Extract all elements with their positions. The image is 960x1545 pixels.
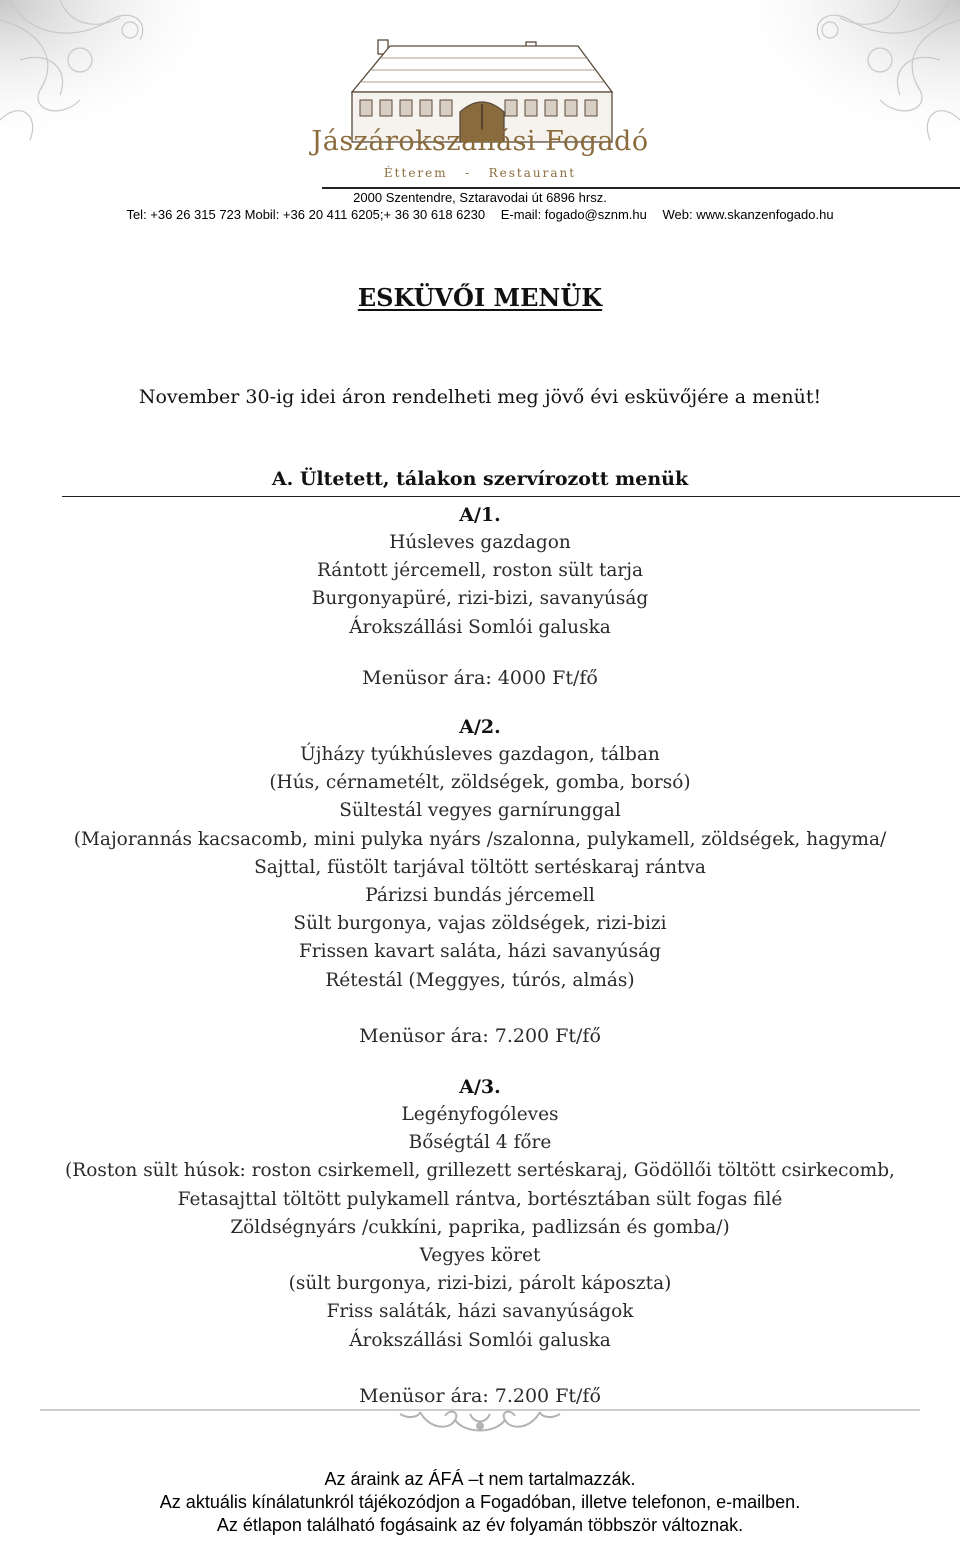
menu-a3 [0,1073,960,1410]
contact-line [0,206,960,223]
menu-item: Sültestál vegyes garnírunggal [339,800,621,822]
menu-price: Menüsor ára: 7.200 Ft/fő [359,1384,601,1407]
footer-info-note: Az aktuális kínálatunkról tájékozódjon a Fogadóban, illetve telefonon, e-mailben. [159,1492,801,1512]
menu-code: A/2. [459,716,501,738]
menu-item: Újházy tyúkhúsleves gazdagon, tálban [300,744,660,765]
menu-item: Párizsi bundás jércemell [365,885,595,907]
footer [0,1468,960,1537]
menu-price: Menüsor ára: 4000 Ft/fő [362,666,598,689]
brand-name: Jászárokszállási Fogadó [311,126,649,157]
menu-item: (Roston sült húsok: roston csirkemell, grillezett sertéskaraj, Gödöllői töltött csirkecomb, [65,1160,895,1182]
email-link[interactable]: E-mail: fogado@sznm.hu [500,207,647,222]
menu-code: A/1. [459,504,501,526]
brand-subtitle: Étterem - Restaurant [383,166,577,180]
menu-item: (sült burgonya, rizi-bizi, párolt káposzta) [288,1273,672,1295]
menu-item: Árokszállási Somlói galuska [349,1329,611,1351]
section-divider [62,496,960,497]
menu-item: Frissen kavart saláta, házi savanyúság [298,941,662,963]
brand-sub-right: Restaurant [488,166,577,180]
menu-item: Sült burgonya, vajas zöldségek, rizi-bizi [293,913,667,935]
menu-item: Friss saláták, házi savanyúságok [326,1301,634,1323]
menu-item: Burgonyapüré, rizi-bizi, savanyúság [311,588,649,610]
menu-item: Sajttal, füstölt tarjával töltött sertéskaraj rántva [254,856,706,878]
intro-text: November 30-ig idei áron rendelheti meg jövő évi esküvőjére a menüt! [138,386,822,408]
menu-item: Húsleves gazdagon [389,532,571,553]
menu-item: Rétestál (Meggyes, túrós, almás) [325,969,635,991]
menu-a1 [0,501,960,692]
web-link[interactable]: Web: www.skanzenfogado.hu [662,207,834,222]
scroll-divider-icon [40,1404,920,1440]
brand-sub-left: Étterem [383,166,448,180]
menu-item: Fetasajttal töltött pulykamell rántva, bortésztában sült fogas filé [177,1188,783,1210]
inn-building-logo-icon [330,20,630,190]
menu-price: Menüsor ára: 7.200 Ft/fő [359,1024,601,1047]
menu-item: Árokszállási Somlói galuska [349,616,611,638]
floral-corner-right-icon [720,0,960,150]
page-title: ESKÜVŐI MENÜK [357,283,603,312]
floral-corner-left-icon [0,0,240,150]
menu-a2 [0,713,960,1050]
menu-item: Bőségtál 4 főre [408,1132,552,1154]
menu-item: (Majorannás kacsacomb, mini pulyka nyárs /szalonna, pulykamell, zöldségek, hagyma/ [73,828,887,850]
menu-item: (Hús, cérnametélt, zöldségek, gomba, borsó) [269,772,691,794]
phone-text: Tel: +36 26 315 723 Mobil: +36 20 411 6205;+ 36 30 618 6230 [126,207,486,222]
menu-item: Rántott jércemell, roston sült tarja [316,560,644,582]
menu-code: A/3. [459,1076,501,1098]
section-heading: A. Ültetett, tálakon szervírozott menük [271,468,689,490]
footer-vat-note: Az áraink az ÁFÁ –t nem tartalmazzák. [324,1469,636,1489]
address-line: 2000 Szentendre, Sztaravodai út 6896 hrsz. [353,190,607,205]
menu-item: Legényfogóleves [401,1104,559,1125]
menu-item: Zöldségnyárs /cukkíni, paprika, padlizsán és gomba/) [230,1216,730,1238]
menu-item: Vegyes köret [419,1245,541,1267]
footer-change-note: Az étlapon található fogásaink az év folyamán többször változnak. [216,1515,744,1535]
